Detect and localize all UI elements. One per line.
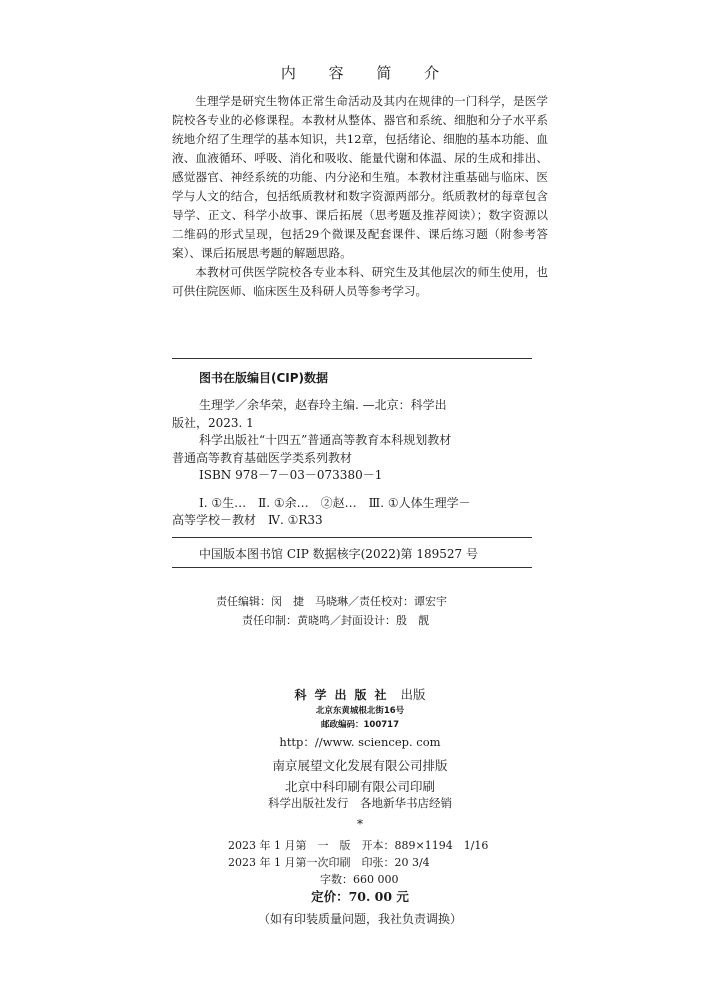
page-title: 内 容 简 介 xyxy=(280,64,454,82)
cip-heading: 图书在版编目(CIP)数据 xyxy=(199,371,329,385)
cip-line: 生理学／余华荣，赵春玲主编. —北京：科学出 xyxy=(199,398,447,412)
cip-top-rule xyxy=(172,358,532,359)
distribution-line: 科学出版社发行 各地新华书店经销 xyxy=(268,796,452,810)
abstract-paragraph-1: 生理学是研究生物体正常生命活动及其内在规律的一门科学，是医学院校各专业的必修课程。本教材从整体、器官和系统、细胞和分子水平系统地介绍了生理学的基本知识，共12章，包括绪论、细胞的基本功能、血液、血液循环、呼吸、消化和吸收、能量代谢和体温、尿的生成和排出、感觉器官、神经系统的功能、内分泌和生殖。本教材注重基础与临床、医学与人文的结合，包括纸质教材和数字资源两部分。纸质教材的每章包含导学、正文、科学小故事、课后拓展（思考题及推荐阅读）；数字资源以二维码的形式呈现，包括29个微课及配套课件、课后练习题（附参考答案）、课后拓展思考题的解题思路。 xyxy=(172,94,548,260)
cip-line: 高等学校－教材 Ⅳ. ①R33 xyxy=(172,513,323,527)
printer-line: 北京中科印刷有限公司印刷 xyxy=(284,779,435,794)
editorial-credits xyxy=(172,592,532,630)
cip-middle-rule xyxy=(172,537,532,538)
cip-line: 版社，2023. 1 xyxy=(172,415,254,430)
publisher-logo-text: 科学出版社 xyxy=(294,688,395,702)
quality-note: （如有印装质量问题，我社负责调换） xyxy=(257,912,462,926)
cip-data-number: 中国版本图书馆 CIP 数据核字(2022)第 189527 号 xyxy=(199,547,478,561)
edition-specs xyxy=(228,837,488,888)
spec-words: 字数：660 000 xyxy=(320,873,399,886)
price-line xyxy=(0,887,720,905)
cip-line: 科学出版社“十四五”普通高等教育本科规划教材 xyxy=(199,433,452,447)
publisher-url: http：//www. sciencep. com xyxy=(279,735,441,749)
price-value: 70. 00 元 xyxy=(348,889,409,904)
abstract-paragraph-2: 本教材可供医学院校各专业本科、研究生及其他层次的师生使用，也可供住院医师、临床医生及科研人员等参考学习。 xyxy=(172,265,548,298)
separator-star: * xyxy=(357,817,363,831)
publisher-postcode: 邮政编码：100717 xyxy=(321,720,399,730)
price-label: 定价： xyxy=(311,889,349,904)
publisher-address: 北京东黄城根北街16号 xyxy=(315,706,405,716)
abstract-section xyxy=(172,92,548,301)
publisher-suffix: 出版 xyxy=(400,687,426,702)
cip-bottom-rule xyxy=(172,567,532,568)
publisher-line xyxy=(0,685,720,703)
cip-line: Ⅰ. ①生… Ⅱ. ①余… ②赵… Ⅲ. ①人体生理学－ xyxy=(199,495,471,510)
credits-line: 责任编辑：闵 捷 马晓琳／责任校对：谭宏宇 xyxy=(216,595,447,608)
spec-edition: 2023 年 1 月第 一 版 开本：889×1194 1/16 xyxy=(228,839,489,852)
credits-line: 责任印制：黄晓鸣／封面设计：殷 靓 xyxy=(242,614,429,627)
cip-record xyxy=(172,397,532,530)
cip-line: 普通高等教育基础医学类系列教材 xyxy=(172,450,353,465)
cip-isbn: ISBN 978－7－03－073380－1 xyxy=(199,468,383,482)
typesetter-line: 南京展望文化发展有限公司排版 xyxy=(272,758,448,773)
spec-printing: 2023 年 1 月第一次印刷 印张：20 3/4 xyxy=(228,856,430,869)
